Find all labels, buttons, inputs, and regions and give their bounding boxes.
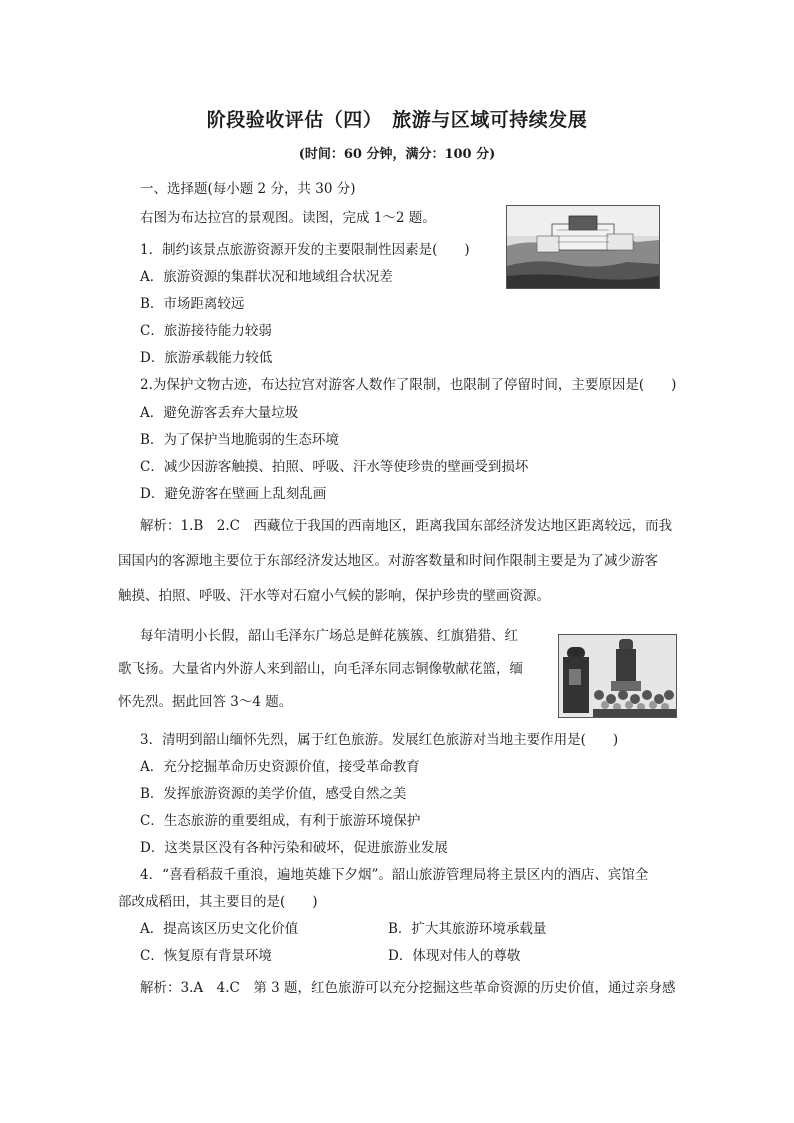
group2-intro-line3: 怀先烈。据此回答 3～4 题。 [118,694,293,710]
q3-option-d: D．这类景区没有各种污染和破坏，促进旅游业发展 [140,840,448,856]
shaoshan-square-photo [558,634,677,718]
q4-stem-line2: 部改成稻田，其主要目的是( ) [118,894,318,910]
q3-stem: 3．清明到韶山缅怀先烈，属于红色旅游。发展红色旅游对当地主要作用是( ) [140,732,619,748]
q3-option-a: A．充分挖掘革命历史资源价值，接受革命教育 [140,759,420,775]
q4-option-d: D．体现对伟人的尊敬 [388,948,521,964]
exam-time-score: (时间：60 分钟，满分：100 分) [298,147,496,162]
q4-stem-line1: 4．“喜看稻菽千重浪，遍地英雄下夕烟”。韶山旅游管理局将主景区内的酒店、宾馆全 [140,867,649,883]
q3-option-c: C．生态旅游的重要组成，有利于旅游环境保护 [140,813,421,829]
analysis-1-2-line3: 触摸、拍照、呼吸、汗水等对石窟小气候的影响，保护珍贵的壁画资源。 [118,588,550,604]
q1-option-c: C．旅游接待能力较弱 [140,323,272,339]
q2-option-d: D．避免游客在壁画上乱刻乱画 [140,486,327,502]
analysis-1-2-line1: 解析：1.B 2.C 西藏位于我国的西南地区，距离我国东部经济发达地区距离较远，而我 [140,518,673,534]
analysis-3-4-line1: 解析：3.A 4.C 第 3 题，红色旅游可以充分挖掘这些革命资源的历史价值，通过亲身感 [140,980,676,996]
potala-palace-photo [506,205,660,289]
section-heading: 一、选择题(每小题 2 分，共 30 分) [140,181,356,197]
q4-option-a: A．提高该区历史文化价值 [140,921,299,937]
q4-option-b: B．扩大其旅游环境承载量 [388,921,547,937]
q4-option-c: C．恢复原有背景环境 [140,948,272,964]
q3-option-b: B．发挥旅游资源的美学价值，感受自然之美 [140,786,407,802]
q2-option-c: C．减少因游客触摸、拍照、呼吸、汗水等使珍贵的壁画受到损坏 [140,459,529,475]
q1-option-a: A．旅游资源的集群状况和地域组合状况差 [140,269,393,285]
q1-stem: 1．制约该景点旅游资源开发的主要限制性因素是( ) [140,242,470,258]
q1-option-b: B．市场距离较远 [140,296,245,312]
q2-stem: 2.为保护文物古迹，布达拉宫对游客人数作了限制，也限制了停留时间，主要原因是( ) [140,377,677,393]
analysis-1-2-line2: 国国内的客源地主要位于东部经济发达地区。对游客数量和时间作限制主要是为了减少游客 [118,553,658,569]
group2-intro-line2: 歌飞扬。大量省内外游人来到韶山，向毛泽东同志铜像敬献花篮，缅 [118,661,523,677]
group2-intro-line1: 每年清明小长假，韶山毛泽东广场总是鲜花簇簇、红旗猎猎、红 [140,628,518,644]
q1-option-d: D．旅游承载能力较低 [140,350,273,366]
q2-option-b: B．为了保护当地脆弱的生态环境 [140,432,339,448]
page-title: 阶段验收评估（四） 旅游与区域可持续发展 [206,109,588,131]
q2-option-a: A．避免游客丢弃大量垃圾 [140,405,299,421]
group1-intro: 右图为布达拉宫的景观图。读图，完成 1～2 题。 [140,210,436,226]
